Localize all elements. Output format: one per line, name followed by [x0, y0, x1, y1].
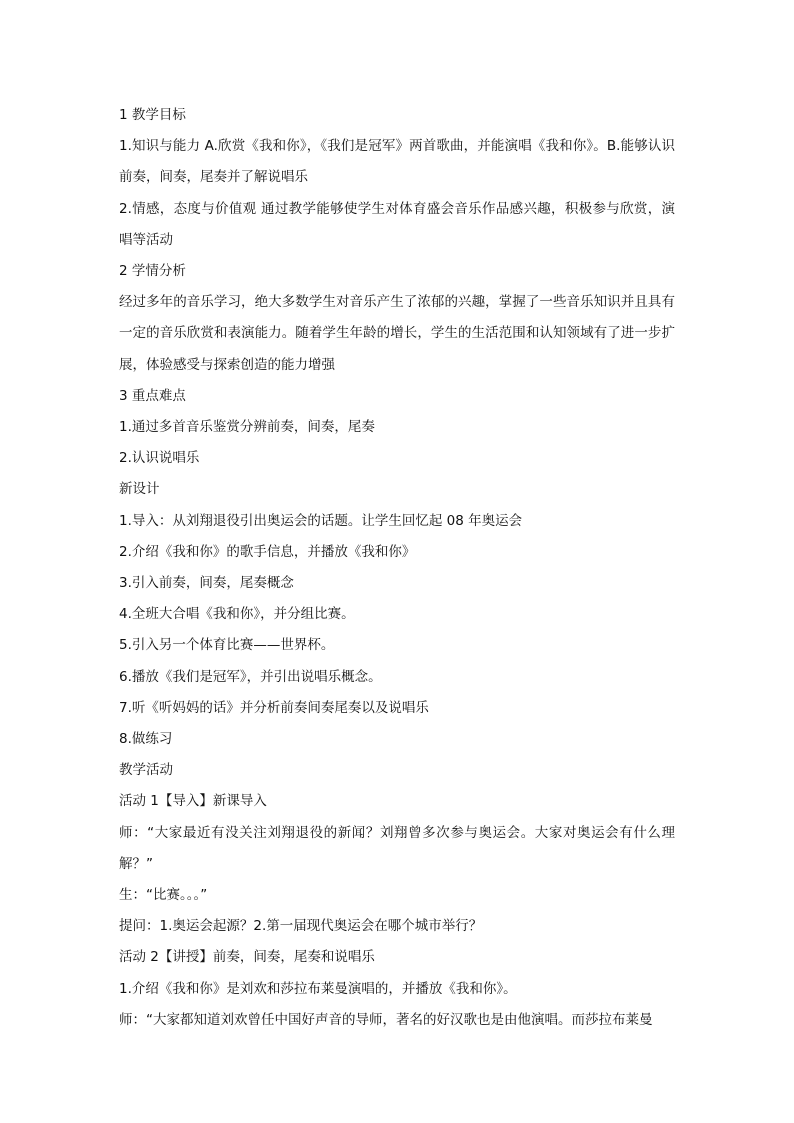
document-body: [119, 100, 675, 1036]
paragraph-teacher-question: 师：“大家最近有没关注刘翔退役的新闻？刘翔曾多次参与奥运会。大家对奥运会有什么理解？”: [119, 824, 675, 872]
list-item-design-7: 7.听《听妈妈的话》并分析前奏间奏尾奏以及说唱乐: [119, 699, 429, 716]
list-item-design-8: 8.做练习: [119, 731, 173, 748]
paragraph-knowledge-ability: 1.知识与能力 A.欣赏《我和你》，《我们是冠军》两首歌曲，并能演唱《我和你》。B.能够认识前奏，间奏，尾奏并了解说唱乐: [119, 138, 675, 186]
activity-1-heading: 活动 1【导入】新课导入: [119, 793, 267, 810]
section-heading-student-analysis: 2 学情分析: [119, 263, 186, 280]
list-item-design-5: 5.引入另一个体育比赛——世界杯。: [119, 637, 335, 654]
paragraph-student-answer: 生：“比赛。。。”: [119, 887, 208, 904]
section-heading-new-design: 新设计: [119, 481, 160, 498]
section-heading-teaching-activities: 教学活动: [119, 762, 173, 779]
activity-2-heading: 活动 2【讲授】前奏，间奏，尾奏和说唱乐: [119, 949, 375, 966]
section-heading-key-points: 3 重点难点: [119, 387, 186, 404]
paragraph-key-point-2: 2.认识说唱乐: [119, 450, 200, 467]
paragraph-teacher-intro: 师：“大家都知道刘欢曾任中国好声音的导师，著名的好汉歌也是由他演唱。而莎拉布莱曼: [119, 1011, 653, 1028]
paragraph-emotion-attitude: 2.情感，态度与价值观 通过教学能够使学生对体育盛会音乐作品感兴趣，积极参与欣赏，演唱等活动: [119, 200, 675, 248]
list-item-design-2: 2.介绍《我和你》的歌手信息，并播放《我和你》: [119, 543, 416, 560]
paragraph-student-analysis: 经过多年的音乐学习，绝大多数学生对音乐产生了浓郁的兴趣，掌握了一些音乐知识并且具有一定的音乐欣赏和表演能力。随着学生年龄的增长，学生的生活范围和认知领域有了进一步扩展，体验感受与探索创造的能力增强: [119, 294, 675, 373]
list-item-design-1: 1.导入：从刘翔退役引出奥运会的话题。让学生回忆起 08 年奥运会: [119, 512, 523, 529]
paragraph-questions: 提问：1.奥运会起源？2.第一届现代奥运会在哪个城市举行？: [119, 918, 483, 935]
section-heading-teaching-goals: 1 教学目标: [119, 107, 186, 123]
list-item-design-6: 6.播放《我们是冠军》，并引出说唱乐概念。: [119, 668, 382, 685]
list-item-design-3: 3.引入前奏，间奏，尾奏概念: [119, 575, 294, 592]
paragraph-key-point-1: 1.通过多首音乐鉴赏分辨前奏，间奏，尾奏: [119, 419, 375, 436]
list-item-design-4: 4.全班大合唱《我和你》，并分组比赛。: [119, 606, 355, 623]
paragraph-introduce-song: 1.介绍《我和你》是刘欢和莎拉布莱曼演唱的，并播放《我和你》。: [119, 980, 517, 997]
